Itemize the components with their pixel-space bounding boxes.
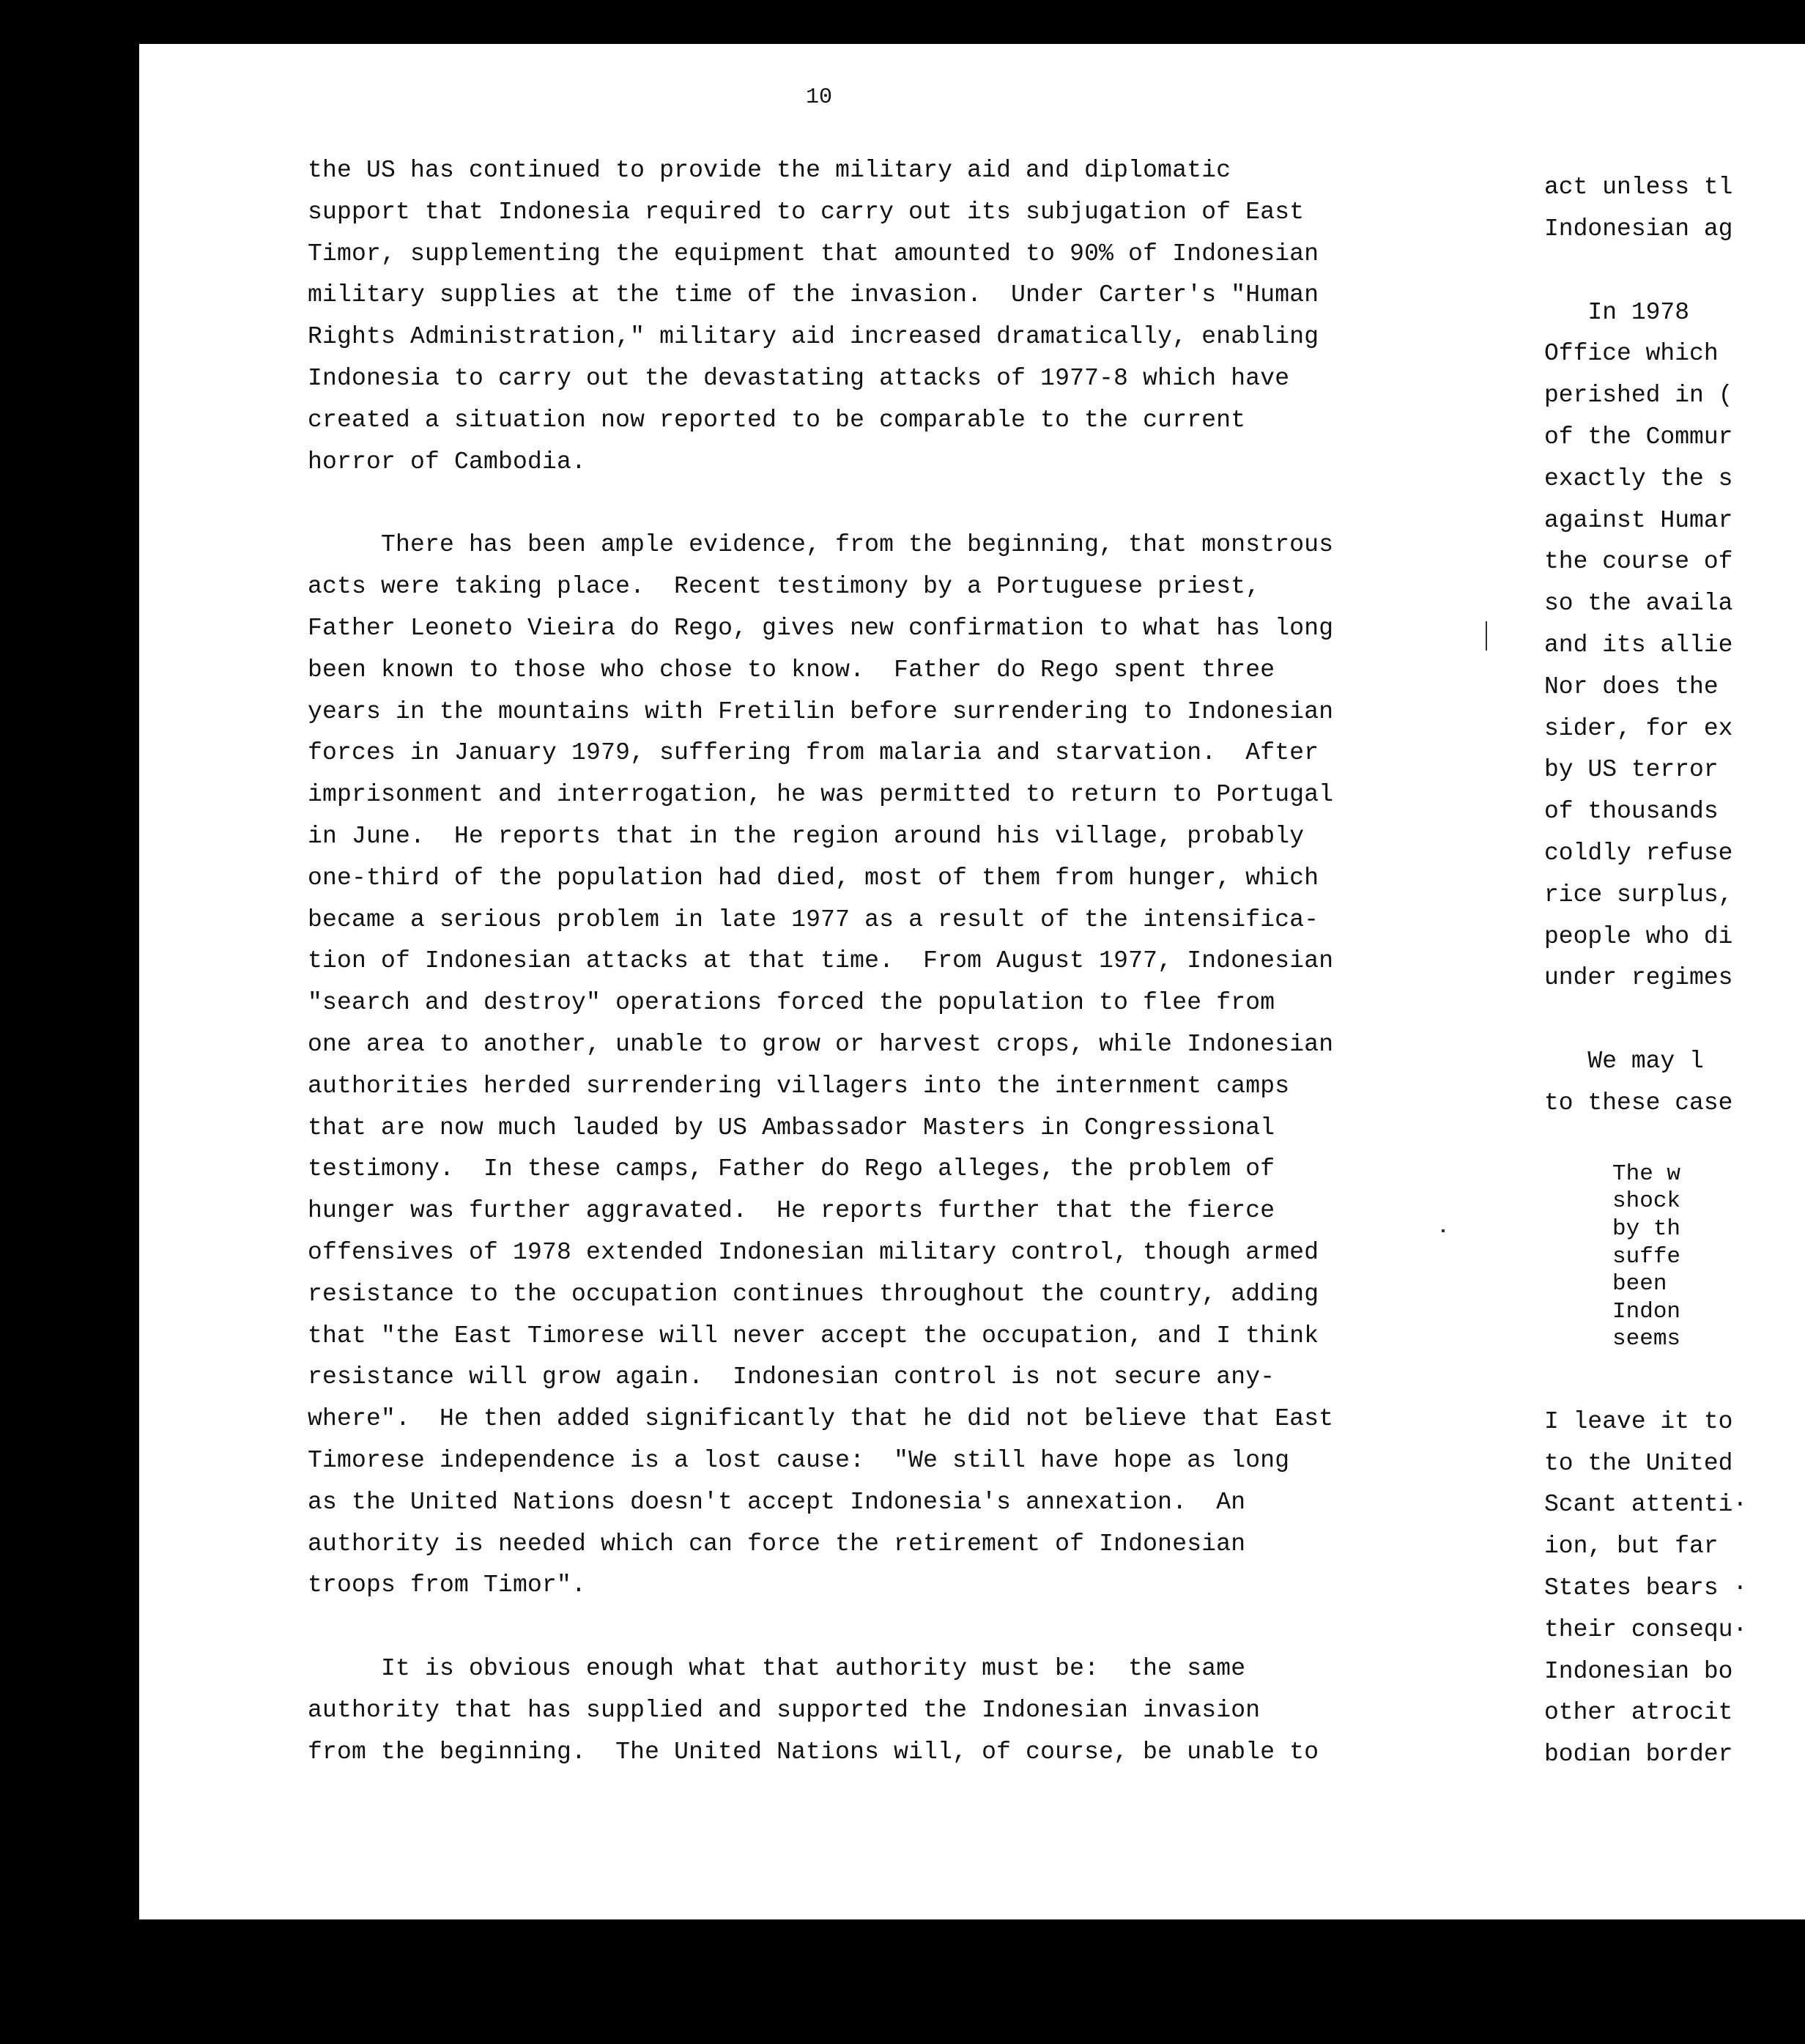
- punch-hole: [139, 934, 168, 993]
- scan-bottom-border: [0, 1919, 1805, 2044]
- main-paragraph-2: There has been ample evidence, from the beginning, that monstrous acts were taking place. Recent testimony by a Portuguese priest, Father Leoneto Vieira do Rego, gives new confirmation to what has long been known to those who chose to know. Father do Rego spent three years in the mountains with Fretilin before surrendering to Indonesian forces in January 1979, suffering from malaria and starvation. After imprisonment and interrogation, he was permitted to return to Portugal in June. He reports that in the region around his village, probably one-third of the population had died, most of them from hunger, which became a serious problem in late 1977 as a result of the intensifica- tion of Indonesian attacks at that time. From August 1977, Indonesian "search and destroy" operations forced the population to flee from one area to another, unable to grow or harvest crops, while Indonesian authorities herded surrendering villagers into the internment camps that are now much lauded by US Ambassador Masters in Congressional testimony. In these camps, Father do Rego alleges, the problem of hunger was further aggravated. He reports further that the fierce offensives of 1978 extended Indonesian military control, though armed resistance to the occupation continues throughout the country, adding that "the East Timorese will never accept the occupation, and I think resistance will grow again. Indonesian control is not secure any- where". He then added significantly that he did not believe that East Timorese independence is a lost cause: "We still have hope as long as the United Nations doesn't accept Indonesia's annexation. An authority is needed which can force the retirement of Indonesian troops from Timor".: [308, 531, 1334, 1599]
- right-paragraph-1: act unless tl Indonesian aɡ: [1544, 174, 1733, 242]
- right-column-cropped: [1544, 167, 1805, 1818]
- right-paragraph-5: I leave it to to the United Scant attenti· ion, but far States bears · their consequ· Indonesian bo other atrocit bodian border: [1544, 1407, 1748, 1769]
- right-paragraph-2: In 1978 Office which perished in ( of the Commur exactly the s against Humar the course of so the availa and its allie Nor does the sider, for ex by US terror of thousands coldly refuse rice surplus, people who di under regimes: [1544, 298, 1733, 992]
- main-column: [308, 150, 1509, 1815]
- punch-hole: [139, 1601, 168, 1659]
- main-paragraph-1: the US has continued to provide the military aid and diplomatic support that Indonesia required to carry out its subjugation of East Timor, supplementing the equipment that amounted to 90% of Indonesian military supplies at the time of the invasion. Under Carter's "Human Rights Administration," military aid increased dramatically, enabling Indonesia to carry out the devastating attacks of 1977-8 which have created a situation now reported to be comparable to the current horror of Cambodia.: [308, 157, 1319, 475]
- main-paragraph-3: It is obvious enough what that authority must be: the same authority that has supplied and supported the Indonesian invasion from the beginning. The United Nations will, of course, be unable to: [308, 1655, 1319, 1766]
- right-paragraph-4: The w shock by th suffe been Indon seems: [1612, 1160, 1681, 1352]
- right-paragraph-3: We may l to these case: [1544, 1048, 1733, 1117]
- scan-speck: [1442, 1229, 1445, 1232]
- page-number: 10: [806, 85, 833, 110]
- document-page: [139, 44, 1805, 1919]
- scan-speck: [1486, 621, 1487, 651]
